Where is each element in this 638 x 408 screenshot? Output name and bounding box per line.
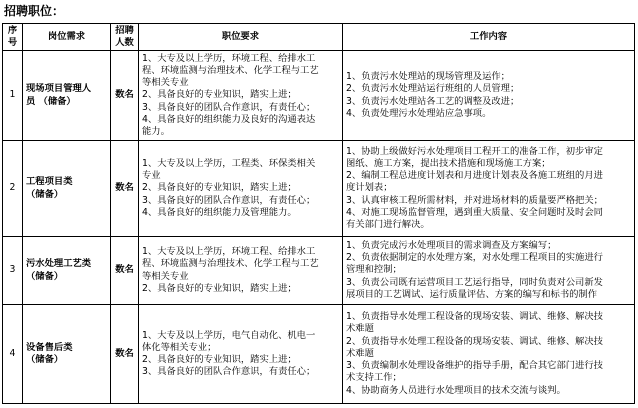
- table-row: [3, 51, 635, 141]
- requirements-cell: 1、大专及以上学历，电气自动化、机电一 体化等相关专业； 2、具备良好的专业知识，踏实上进； 3、具备良好的团队合作意识，有责任心；: [139, 305, 343, 404]
- requirements-cell: 1、大专及以上学历，环境工程、给排水工 程、环境监测与治理技术、化学工程与工艺 等相关专业 2、具备良好的专业知识，踏实上进； 3、具备良好的团队合作意识，有责任心； 4、具备良好的组织能力及良好的沟通表达 能力。: [139, 51, 343, 141]
- row-number: 4: [3, 305, 23, 404]
- count-cell: 数名: [111, 305, 139, 404]
- position-cell: 污水处理工艺类 （储备）: [23, 237, 111, 305]
- requirements-cell: 1、大专及以上学历，环境工程、给排水工 程、环境监测与治理技术、化学工程与工艺 等相关专业 2、具备良好的专业知识，踏实上进；: [139, 237, 343, 305]
- header-count: 招聘 人数: [111, 24, 139, 51]
- header-row: [3, 24, 635, 51]
- count-cell: 数名: [111, 51, 139, 141]
- table-row: [3, 141, 635, 237]
- table-row: [3, 305, 635, 404]
- row-number: 2: [3, 141, 23, 237]
- header-requirements: 职位要求: [139, 24, 343, 51]
- header-position: 岗位需求: [23, 24, 111, 51]
- position-cell: 工程项目类 （储备）: [23, 141, 111, 237]
- duties-cell: 1、负责完成污水处理项目的需求调查及方案编写； 2、负责依据制定的水处理方案，对水处理工程项目的实施进行 管理和控制； 3、负责公司既有运营项目工艺运行指导，同时负责对公司新发 展项目的工艺调试、运行质量评估、方案的编写和标书的制作: [343, 237, 635, 305]
- recruitment-table: [2, 23, 635, 404]
- duties-cell: 1、负责指导水处理工程设备的现场安装、调试、维修、解决技 术难题 2、负责指导水处理工程设备的现场安装、调试、维修、解决技 术难题 3、负责编制水处理设备维护的指导手册，配合其它部门进行技 术支持工作； 4、协助商务人员进行水处理项目的技术交流与谈判。: [343, 305, 635, 404]
- page-title: 招聘职位：: [4, 4, 65, 18]
- row-number: 1: [3, 51, 23, 141]
- duties-cell: 1、负责污水处理站的现场管理及运作； 2、负责污水处理站运行班组的人员管理； 3、负责污水处理站各工艺的调整及改进； 4、负责处理污水处理站应急事项。: [343, 51, 635, 141]
- header-no: 序 号: [3, 24, 23, 51]
- row-number: 3: [3, 237, 23, 305]
- position-cell: 现场项目管理人 员 （储备）: [23, 51, 111, 141]
- count-cell: 数名: [111, 141, 139, 237]
- header-duties: 工作内容: [343, 24, 635, 51]
- requirements-cell: 1、大专及以上学历，工程类、环保类相关 专业 2、具备良好的专业知识，踏实上进； 3、具备良好的团队合作意识，有责任心； 4、具备良好的组织能力及管理能力。: [139, 141, 343, 237]
- table-row: [3, 237, 635, 305]
- count-cell: 数名: [111, 237, 139, 305]
- position-cell: 设备售后类 （储备）: [23, 305, 111, 404]
- duties-cell: 1、协助上级做好污水处理项目工程开工的准备工作，初步审定 图纸、施工方案，提出技术措施和现场施工方案； 2、编制工程总进度计划表和月进度计划表及各施工班组的月进 度计划表； 3、认真审核工程所需材料，并对进场材料的质量要严格把关； 4、对施工现场监督管理，遇到重大质量、安全问题时及时会同 有关部门进行解决。: [343, 141, 635, 237]
